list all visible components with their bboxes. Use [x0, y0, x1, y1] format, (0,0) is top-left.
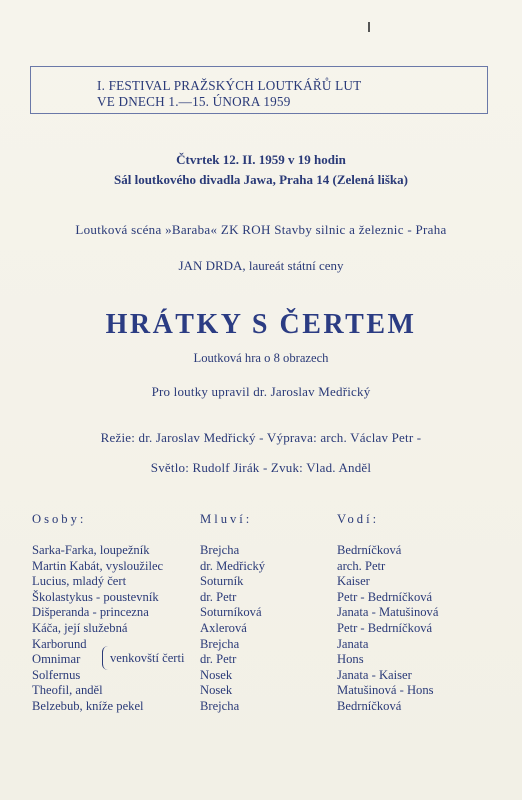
roles-list — [32, 543, 163, 715]
credits-light-sound: Světlo: Rudolf Jirák - Zvuk: Vlad. Anděl — [150, 460, 372, 475]
puppeteer-item: Hons — [337, 652, 364, 667]
puppeteer-item: Matušinová - Hons — [337, 683, 434, 698]
group-note: venkovští čerti — [110, 651, 185, 665]
puppeteers-list — [337, 543, 438, 715]
voice-item: Axlerová — [200, 620, 247, 635]
role-item: Belzebub, kníže pekel — [32, 698, 144, 713]
cast-header-puppeteers: Vodí: — [337, 512, 380, 526]
ink-mark — [368, 22, 370, 32]
puppeteer-item: Petr - Bedrníčková — [337, 589, 433, 604]
puppeteer-item: Janata — [337, 636, 369, 651]
puppeteer-item: Janata - Matušinová — [337, 605, 439, 620]
role-item: Školastykus - poustevník — [32, 589, 159, 604]
festival-dates: VE DNECH 1.—15. ÚNORA 1959 — [97, 94, 291, 109]
play-author: JAN DRDA, laureát státní ceny — [178, 258, 344, 273]
role-item: Sarka-Farka, loupežník — [32, 543, 150, 557]
voice-item: dr. Petr — [200, 652, 237, 667]
festival-title: I. FESTIVAL PRAŽSKÝCH LOUTKÁŘŮ LUT — [97, 78, 362, 93]
event-venue: Sál loutkového divadla Jawa, Praha 14 (Zelená liška) — [114, 172, 408, 187]
role-item: Martin Kabát, vysloužilec — [32, 558, 164, 573]
role-item: Káča, její služebná — [32, 620, 128, 635]
voice-item: Brejcha — [200, 543, 240, 557]
role-item: Karborund — [32, 636, 87, 651]
voices-list — [200, 543, 265, 715]
play-adaptation: Pro loutky upravil dr. Jaroslav Medřický — [151, 384, 371, 399]
voice-item: dr. Medřický — [200, 558, 266, 573]
role-item: Solfernus — [32, 667, 81, 682]
puppeteer-item: Kaiser — [337, 574, 370, 589]
cast-header-roles: Osoby: — [32, 512, 87, 526]
voice-item: Nosek — [200, 683, 233, 698]
puppeteer-item: Janata - Kaiser — [337, 667, 412, 682]
role-item: Dišperanda - princezna — [32, 605, 149, 620]
credits-direction-design: Režie: dr. Jaroslav Medřický - Výprava: arch. Václav Petr - — [100, 430, 422, 445]
puppeteer-item: Bedrníčková — [337, 543, 402, 557]
voice-item: Soturníková — [200, 605, 262, 620]
theatre-company: Loutková scéna »Baraba« ZK ROH Stavby silnic a železnic - Praha — [75, 222, 447, 237]
play-subtitle: Loutková hra o 8 obrazech — [193, 351, 329, 365]
voice-item: Soturník — [200, 574, 244, 589]
puppeteer-item: Bedrníčková — [337, 698, 402, 713]
voice-item: Brejcha — [200, 636, 240, 651]
voice-item: Nosek — [200, 667, 233, 682]
voice-item: dr. Petr — [200, 589, 237, 604]
role-item: Theofil, anděl — [32, 683, 103, 698]
event-date: Čtvrtek 12. II. 1959 v 19 hodin — [176, 152, 346, 167]
festival-header-box — [30, 66, 488, 114]
play-title: HRÁTKY S ČERTEM — [105, 309, 417, 340]
puppeteer-item: Petr - Bedrníčková — [337, 620, 433, 635]
role-item: Lucius, mladý čert — [32, 574, 127, 589]
cast-header-voices: Mluví: — [200, 512, 253, 526]
group-brace — [102, 646, 109, 670]
role-item: Omnimar — [32, 652, 81, 667]
voice-item: Brejcha — [200, 698, 240, 713]
puppeteer-item: arch. Petr — [337, 558, 386, 573]
